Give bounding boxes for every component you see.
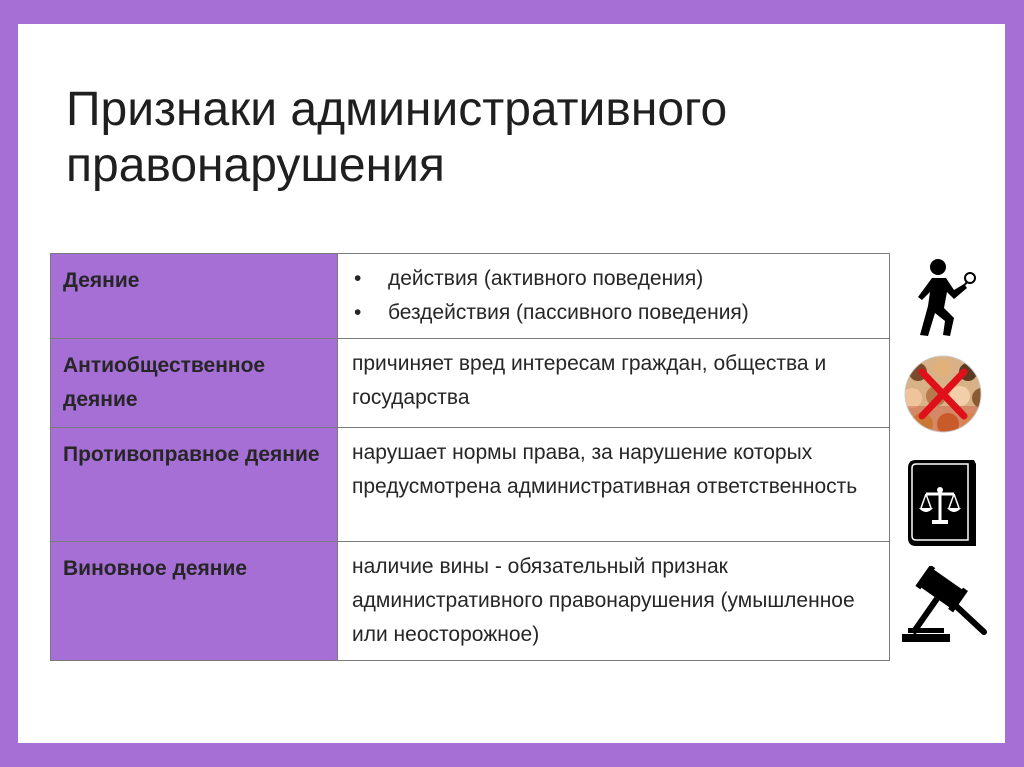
- table-row: [51, 339, 890, 428]
- criterion-description: причиняет вред интересам граждан, общества и государства: [338, 339, 890, 428]
- judge-gavel-icon: [898, 566, 988, 644]
- running-man-icon: [898, 256, 988, 338]
- table-row: [51, 254, 890, 339]
- table-row: [51, 428, 890, 542]
- criterion-name: Деяние: [51, 254, 338, 339]
- criterion-name: Виновное деяние: [51, 542, 338, 661]
- table-row: [51, 542, 890, 661]
- criterion-description: наличие вины - обязательный признак административного правонарушения (умышленное или неосторожное): [338, 542, 890, 661]
- law-book-scales-icon: [898, 454, 988, 548]
- bullet-list: [352, 262, 879, 330]
- criterion-description: [338, 254, 890, 339]
- slide: [18, 24, 1005, 743]
- criterion-description: нарушает нормы права, за нарушение которых предусмотрена административная ответственность: [338, 428, 890, 542]
- criterion-name: Противоправное деяние: [51, 428, 338, 542]
- list-item: • действия (активного поведения): [352, 262, 879, 296]
- slide-title: Признаки административного правонарушения: [66, 83, 728, 192]
- criteria-table: [50, 253, 890, 661]
- crossed-crowd-icon: [898, 350, 988, 438]
- list-item: • бездействия (пассивного поведения): [352, 296, 879, 330]
- criterion-name: Антиобщественное деяние: [51, 339, 338, 428]
